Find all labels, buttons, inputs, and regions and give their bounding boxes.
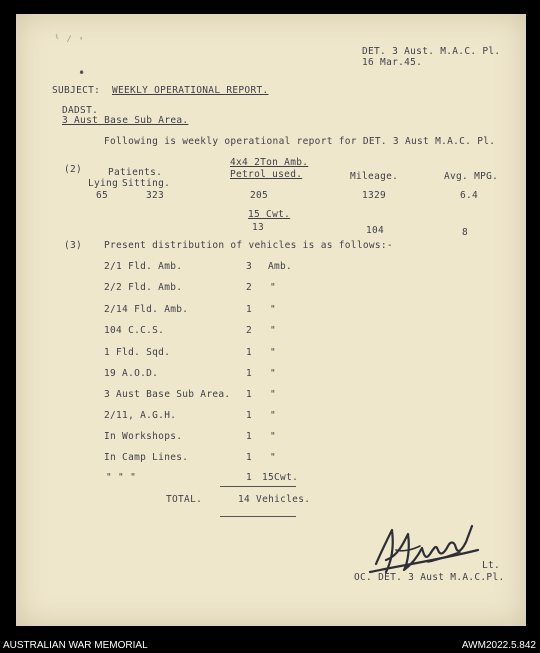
distribution-unit: 3 Aust Base Sub Area. xyxy=(104,389,231,400)
distribution-unit: 2/14 Fld. Amb. xyxy=(104,304,189,315)
intro-paragraph: Following is weekly operational report for DET. 3 Aust M.A.C. Pl. xyxy=(104,136,496,147)
addressee-line1: DADST. xyxy=(62,105,99,116)
distribution-unit: In Workshops. xyxy=(104,431,183,442)
distribution-type: " xyxy=(270,325,277,336)
sitting-value: 323 xyxy=(146,190,165,201)
distribution-count: 1 xyxy=(246,431,253,442)
handwritten-signature xyxy=(368,520,482,582)
mpg-value: 6.4 xyxy=(460,190,479,201)
total-value: 14 Vehicles. xyxy=(238,494,311,505)
distribution-type: " xyxy=(270,368,277,379)
subject-title: WEEKLY OPERATIONAL REPORT. xyxy=(112,85,269,96)
sitting-heading: Sitting. xyxy=(122,178,171,189)
distribution-type: " xyxy=(270,452,277,463)
header-date: 16 Mar.45. xyxy=(362,57,423,68)
distribution-count: 2 xyxy=(246,325,253,336)
distribution-unit: 19 A.O.D. xyxy=(104,368,159,379)
distribution-count: 1 xyxy=(246,347,253,358)
subject-label: SUBJECT: xyxy=(52,85,101,96)
pencil-mark: ˡ ⁄ ˒ xyxy=(54,34,85,45)
total-label: TOTAL. xyxy=(166,494,203,505)
cwt-heading: 15 Cwt. xyxy=(248,209,291,220)
distribution-count: 1 xyxy=(246,410,253,421)
punch-hole-mark: • xyxy=(78,66,86,80)
distribution-type: Amb. xyxy=(268,261,293,272)
distribution-type: " xyxy=(270,304,277,315)
section2-number: (2) xyxy=(64,164,83,175)
petrol-value: 205 xyxy=(250,190,269,201)
distribution-count: 1 xyxy=(246,368,253,379)
cwt-petrol-value: 13 xyxy=(252,222,265,233)
mileage-value: 1329 xyxy=(362,190,387,201)
total-rule-bottom xyxy=(220,516,296,517)
distribution-unit: 2/1 Fld. Amb. xyxy=(104,261,183,272)
distribution-count: 1 xyxy=(246,452,253,463)
header-unit: DET. 3 Aust. M.A.C. Pl. xyxy=(362,46,501,57)
distribution-unit: In Camp Lines. xyxy=(104,452,189,463)
distribution-type: " xyxy=(270,431,277,442)
distribution-unit: 2/11, A.G.H. xyxy=(104,410,177,421)
addressee-line2: 3 Aust Base Sub Area. xyxy=(62,115,189,126)
distribution-type: " xyxy=(270,282,277,293)
lying-value: 65 xyxy=(96,190,109,201)
distribution-type: " xyxy=(270,389,277,400)
distribution-unit: " " " xyxy=(106,472,137,483)
signature-rank: Lt. xyxy=(482,560,501,571)
cwt-mileage-value: 104 xyxy=(366,225,385,236)
lying-heading: Lying xyxy=(88,178,119,189)
distribution-count: 3 xyxy=(246,261,253,272)
cwt-mpg-value: 8 xyxy=(462,227,469,238)
distribution-count: 2 xyxy=(246,282,253,293)
petrol-heading: Petrol used. xyxy=(230,169,303,180)
signature-title: OC. DET. 3 Aust M.A.C.Pl. xyxy=(354,572,505,583)
distribution-type: " xyxy=(270,347,277,358)
distribution-count: 1 xyxy=(246,472,253,483)
distribution-type: " xyxy=(270,410,277,421)
distribution-unit: 2/2 Fld. Amb. xyxy=(104,282,183,293)
distribution-type: 15Cwt. xyxy=(262,472,299,483)
mpg-heading: Avg. MPG. xyxy=(444,171,499,182)
section3-intro: Present distribution of vehicles is as follows:- xyxy=(104,240,393,251)
footer-institution: AUSTRALIAN WAR MEMORIAL xyxy=(3,640,148,651)
section3-number: (3) xyxy=(64,240,83,251)
mileage-heading: Mileage. xyxy=(350,171,399,182)
patients-heading: Patients. xyxy=(108,167,163,178)
archive-footer xyxy=(0,637,540,653)
distribution-count: 1 xyxy=(246,304,253,315)
total-rule-top xyxy=(220,486,296,487)
distribution-unit: 1 Fld. Sqd. xyxy=(104,347,171,358)
distribution-count: 1 xyxy=(246,389,253,400)
amb-heading: 4x4 2Ton Amb. xyxy=(230,157,309,168)
distribution-unit: 104 C.C.S. xyxy=(104,325,165,336)
footer-accession-number: AWM2022.5.842 xyxy=(461,640,536,651)
